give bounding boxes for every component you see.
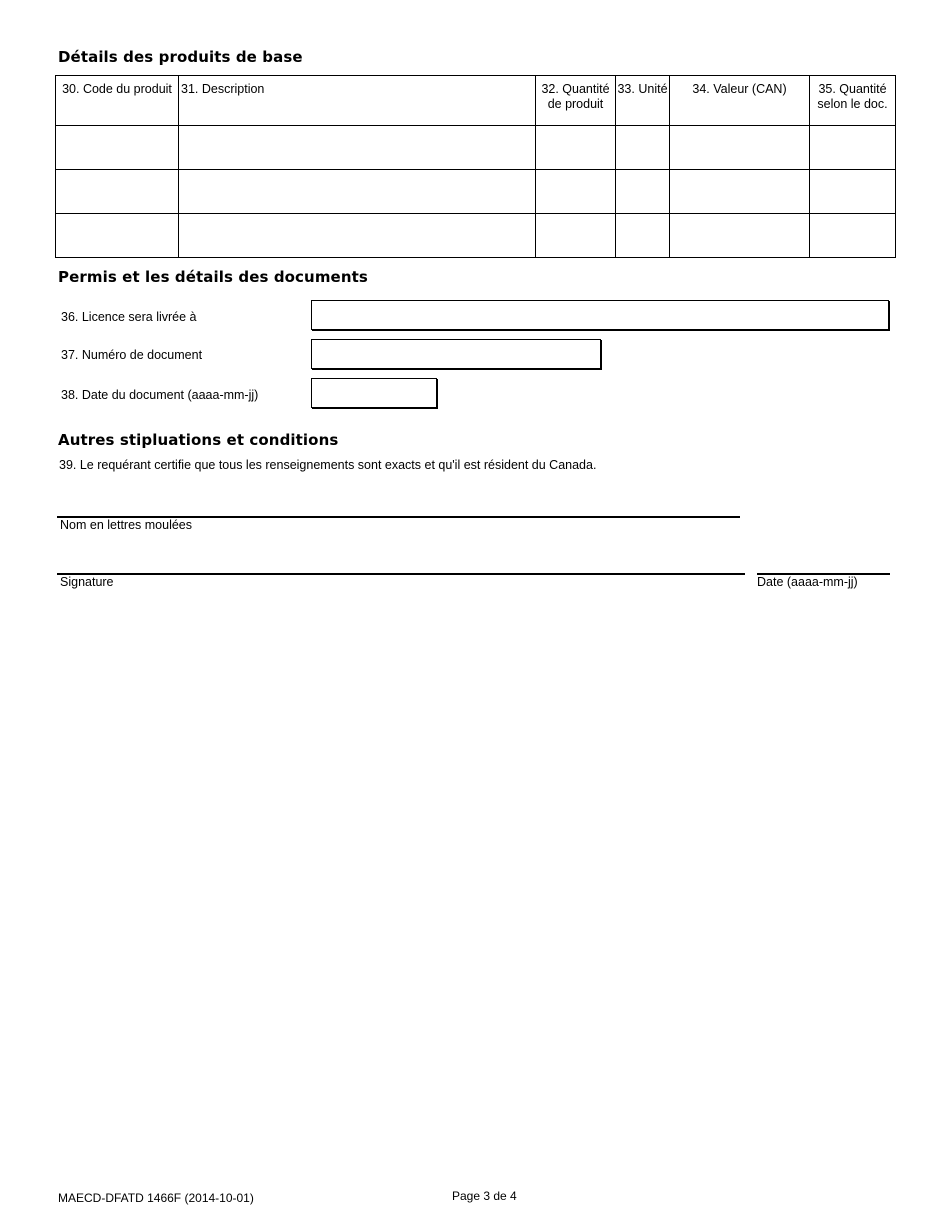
doc-quantity-cell[interactable] (810, 170, 896, 214)
table-row (56, 214, 896, 258)
licence-label: 36. Licence sera livrée à (61, 310, 197, 324)
unit-cell[interactable] (616, 214, 670, 258)
value-cell[interactable] (670, 126, 810, 170)
quantity-cell[interactable] (536, 170, 616, 214)
signature-date-label: Date (aaaa-mm-jj) (757, 575, 858, 589)
conditions-section-title: Autres stipluations et conditions (58, 431, 339, 449)
page-number: Page 3 de 4 (452, 1189, 517, 1203)
col-header-value: 34. Valeur (CAN) (670, 76, 810, 126)
table-row (56, 170, 896, 214)
table-row (56, 126, 896, 170)
doc-quantity-cell[interactable] (810, 126, 896, 170)
product-code-cell[interactable] (56, 126, 179, 170)
document-date-label: 38. Date du document (aaaa-mm-jj) (61, 388, 259, 402)
document-number-field[interactable] (311, 339, 601, 369)
licence-field[interactable] (311, 300, 889, 330)
signature-label: Signature (60, 575, 114, 589)
col-header-quantity: 32. Quantité de produit (536, 76, 616, 126)
value-cell[interactable] (670, 214, 810, 258)
printed-name-label: Nom en lettres moulées (60, 518, 193, 532)
products-table (55, 75, 896, 258)
quantity-cell[interactable] (536, 214, 616, 258)
description-cell[interactable] (179, 214, 536, 258)
quantity-cell[interactable] (536, 126, 616, 170)
product-code-cell[interactable] (56, 170, 179, 214)
certification-statement: 39. Le requérant certifie que tous les renseignements sont exacts et qu'il est résident du Canada. (59, 458, 597, 472)
col-header-description: 31. Description (179, 76, 536, 126)
col-header-unit: 33. Unité (616, 76, 670, 126)
col-header-doc-quantity: 35. Quantité selon le doc. (810, 76, 896, 126)
document-date-field[interactable] (311, 378, 437, 408)
signature-line[interactable] (57, 573, 745, 575)
form-identifier: MAECD-DFATD 1466F (2014-10-01) (58, 1191, 254, 1205)
products-section-title: Détails des produits de base (58, 48, 303, 66)
description-cell[interactable] (179, 126, 536, 170)
document-number-label: 37. Numéro de document (61, 348, 203, 362)
permits-section-title: Permis et les détails des documents (58, 268, 368, 286)
products-table-header-row (56, 76, 896, 126)
unit-cell[interactable] (616, 126, 670, 170)
description-cell[interactable] (179, 170, 536, 214)
product-code-cell[interactable] (56, 214, 179, 258)
unit-cell[interactable] (616, 170, 670, 214)
value-cell[interactable] (670, 170, 810, 214)
doc-quantity-cell[interactable] (810, 214, 896, 258)
col-header-product-code: 30. Code du produit (56, 76, 179, 126)
